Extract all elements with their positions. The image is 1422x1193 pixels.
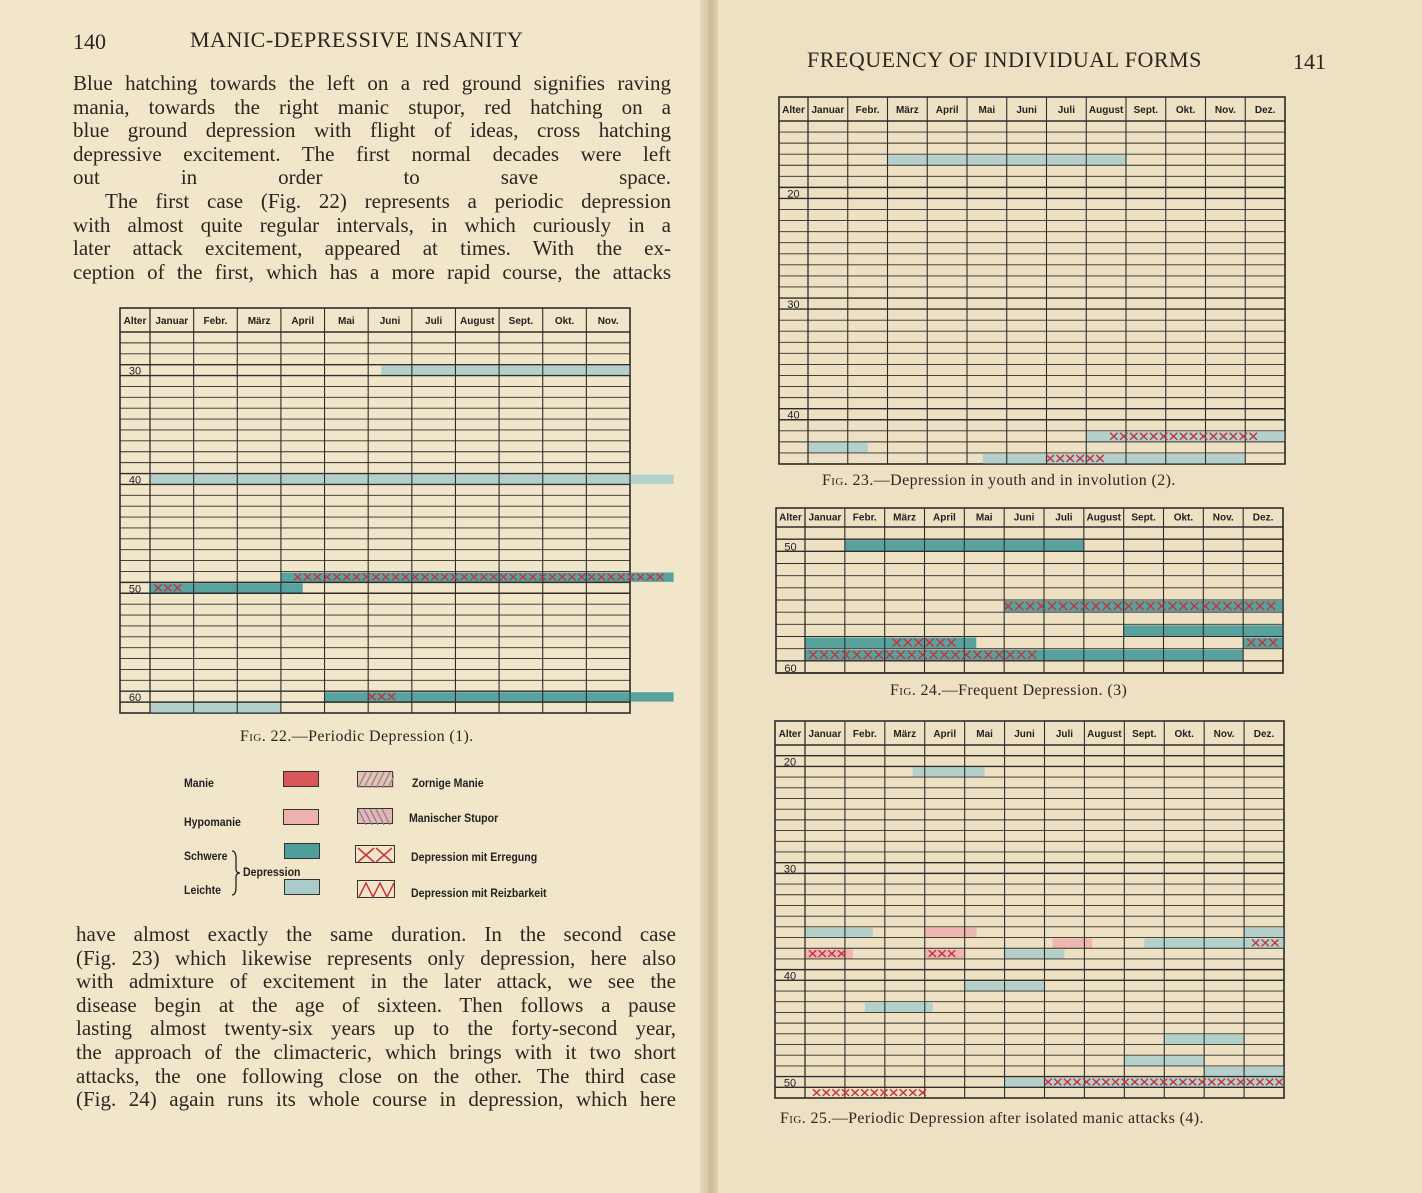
body-paragraph-2: [76, 923, 676, 1112]
figure-24-title: .—Frequent Depression. (3): [937, 682, 1128, 699]
episode-bar: [150, 703, 281, 712]
legend-swatch-depression-mit-erregung: [355, 845, 395, 863]
column-header: Febr.: [852, 728, 877, 740]
legend-swatch-manie: [283, 771, 319, 787]
column-header: August: [1088, 104, 1124, 116]
column-header: April: [935, 104, 959, 116]
hatch-right-icon: [358, 809, 394, 825]
column-header: Januar: [808, 512, 842, 524]
fig23-svg: [779, 97, 1285, 464]
figure-22-title: .—Periodic Depression (1).: [287, 728, 474, 745]
age-label: 30: [783, 863, 797, 876]
column-header: April: [933, 728, 957, 740]
figure-24-caption: [890, 682, 1127, 700]
figure-23-caption: [822, 472, 1176, 490]
column-header: Okt.: [554, 315, 575, 327]
column-header: August: [1086, 512, 1121, 524]
column-header: März: [893, 728, 917, 740]
column-header: Mai: [338, 315, 355, 327]
text-line: with admixture of excitement in the later attack, we see the: [76, 969, 676, 994]
column-header: Sept.: [508, 315, 534, 327]
body-paragraph-1: [73, 72, 671, 284]
text-line: ception of the first, which has a more rapid course, the attacks: [73, 259, 671, 284]
hatch-left-icon: [358, 772, 394, 788]
column-header: Juni: [1016, 104, 1037, 116]
figure-22-label: Fig. 22: [240, 728, 288, 745]
column-header: Alter: [779, 512, 802, 524]
text-line: The first case (Fig. 22) represents a periodic depression: [105, 188, 671, 213]
text-line: have almost exactly the same duration. In the second case: [76, 922, 676, 946]
column-header: Mai: [975, 512, 993, 524]
column-header: August: [460, 315, 495, 327]
legend-swatch-schwere-depression: [284, 843, 320, 859]
legend-label-depression-mit-reizbarkeit: Depression mit Reizbarkeit: [411, 886, 547, 900]
age-label: 40: [787, 409, 800, 422]
text-line: lasting almost twenty-six years up to the forty-second year,: [76, 1016, 676, 1041]
episode-bar: [808, 443, 868, 453]
legend-swatch-leichte-depression: [284, 879, 320, 895]
age-label: 60: [128, 692, 142, 705]
text-line: with almost quite regular intervals, in which curiously in a: [73, 212, 671, 237]
column-header: Okt.: [1174, 728, 1194, 740]
legend-label-leichte: Leichte: [184, 883, 221, 897]
episode-bar: [1052, 939, 1092, 948]
episode-bar: [1005, 949, 1065, 958]
column-header: Febr.: [852, 512, 877, 524]
column-header: Nov.: [597, 315, 619, 327]
legend-label-manie: Manie: [184, 776, 214, 790]
column-header: Januar: [808, 728, 842, 740]
episode-bar: [805, 928, 873, 937]
column-header: Nov.: [1212, 512, 1234, 524]
column-header: Febr.: [855, 104, 880, 116]
column-header: Alter: [778, 728, 802, 740]
episode-bar: [381, 366, 630, 375]
brace-icon: [230, 849, 242, 897]
legend-label-depression-mit-erregung: Depression mit Erregung: [411, 850, 538, 864]
text-line: disease begin at the age of sixteen. Then follows a pause: [76, 992, 676, 1017]
column-header: Juli: [1055, 728, 1074, 740]
column-header: Januar: [811, 104, 845, 116]
column-header: Sept.: [1133, 104, 1159, 116]
column-header: Mai: [978, 104, 996, 116]
age-label: 40: [128, 474, 142, 487]
column-header: März: [895, 104, 919, 116]
figure-24-chart: [776, 508, 1283, 673]
text-line: mania, towards the right manic stupor, red hatching on a: [73, 94, 671, 119]
column-header: Nov.: [1214, 104, 1236, 116]
column-header: Juni: [379, 315, 401, 327]
excitement-hatch: [813, 1089, 926, 1096]
column-header: Nov.: [1213, 728, 1235, 740]
running-head-left: MANIC-DEPRESSIVE INSANITY: [190, 27, 524, 52]
figure-25-caption: [780, 1110, 1204, 1128]
age-label: 40: [783, 970, 797, 983]
episode-bar: [913, 767, 985, 776]
text-line: (Fig. 24) again runs its whole course in depression, which here: [76, 1087, 676, 1112]
figure-25-label: Fig. 25: [780, 1110, 828, 1127]
column-header: März: [893, 512, 916, 524]
age-label: 60: [784, 663, 797, 675]
age-label: 50: [784, 541, 797, 554]
column-header: Febr.: [203, 315, 228, 327]
age-label: 50: [783, 1077, 797, 1090]
episode-bar: [150, 583, 303, 592]
figure-22-chart: [120, 308, 630, 713]
age-label: 30: [128, 365, 142, 378]
legend-swatch-zornige-manie: [357, 771, 393, 787]
age-label: 30: [787, 299, 800, 312]
column-header: Sept.: [1131, 512, 1156, 524]
legend: [180, 765, 600, 905]
column-header: Alter: [782, 104, 805, 116]
text-line: blue ground depression with flight of ideas, cross hatching: [73, 118, 671, 143]
column-header: Sept.: [1132, 728, 1157, 740]
column-header: Okt.: [1173, 512, 1194, 524]
text-line: out in order to save space.: [73, 165, 671, 190]
column-header: Okt.: [1175, 104, 1196, 116]
column-header: Dez.: [1254, 104, 1276, 116]
figure-23-title: .—Depression in youth and in involution (2).: [869, 472, 1176, 489]
figure-22-caption: [240, 728, 474, 746]
legend-label-depression: Depression: [243, 865, 301, 879]
page-number-left: 140: [73, 29, 106, 54]
legend-label-manischer-stupor: Manischer Stupor: [409, 811, 499, 825]
book-gutter: [700, 0, 718, 1193]
legend-swatch-manischer-stupor: [357, 808, 393, 824]
age-label: 20: [783, 756, 797, 769]
column-header: Dez.: [1253, 728, 1275, 740]
text-line: later attack excitement, appeared at times. With the ex-: [73, 236, 671, 261]
text-line: attacks, the one following close on the other. The third case: [76, 1063, 676, 1088]
figure-23-chart: [779, 97, 1285, 464]
fig24-svg: [776, 508, 1283, 673]
column-header: Alter: [123, 315, 147, 327]
text-line: the approach of the climacteric, which brings with it two short: [76, 1039, 676, 1064]
column-header: Januar: [155, 315, 189, 327]
figure-24-label: Fig. 24: [890, 682, 938, 699]
figure-25-title: .—Periodic Depression after isolated manic attacks (4).: [827, 1110, 1204, 1127]
episode-bar: [865, 1003, 933, 1012]
text-line: Blue hatching towards the left on a red ground signifies raving: [73, 71, 671, 95]
column-header: Juli: [1057, 104, 1075, 116]
figure-25-chart: [775, 721, 1284, 1098]
column-header: April: [933, 512, 956, 524]
column-header: Juli: [425, 315, 443, 327]
legend-label-hypomanie: Hypomanie: [184, 815, 241, 829]
column-header: Mai: [976, 728, 993, 740]
page-number-right: 141: [1293, 49, 1326, 74]
column-header: Juli: [1055, 512, 1073, 524]
text-line: depressive excitement. The first normal decades were left: [73, 141, 671, 166]
column-header: März: [247, 315, 271, 327]
legend-swatch-hypomanie: [283, 809, 319, 825]
legend-label-schwere: Schwere: [184, 849, 228, 863]
cross-hatch-icon: [356, 846, 396, 864]
legend-label-zornige-manie: Zornige Manie: [412, 776, 484, 790]
column-header: April: [291, 315, 315, 327]
column-header: August: [1087, 728, 1122, 740]
episode-bar: [925, 928, 977, 937]
running-head-right: FREQUENCY OF INDIVIDUAL FORMS: [807, 47, 1202, 72]
zigzag-hatch-icon: [358, 881, 396, 899]
column-header: Dez.: [1252, 512, 1274, 524]
figure-23-label: Fig. 23: [822, 472, 870, 489]
age-label: 20: [787, 188, 800, 201]
episode-bar: [1244, 928, 1284, 937]
fig22-svg: [120, 308, 630, 713]
column-header: Juni: [1014, 728, 1035, 740]
age-label: 50: [128, 583, 142, 596]
legend-swatch-depression-mit-reizbarkeit: [357, 880, 395, 898]
fig25-svg: [775, 721, 1284, 1098]
episode-bar: [1086, 432, 1285, 442]
column-header: Juni: [1013, 512, 1035, 524]
text-line: (Fig. 23) which likewise represents only depression, here also: [76, 945, 676, 970]
